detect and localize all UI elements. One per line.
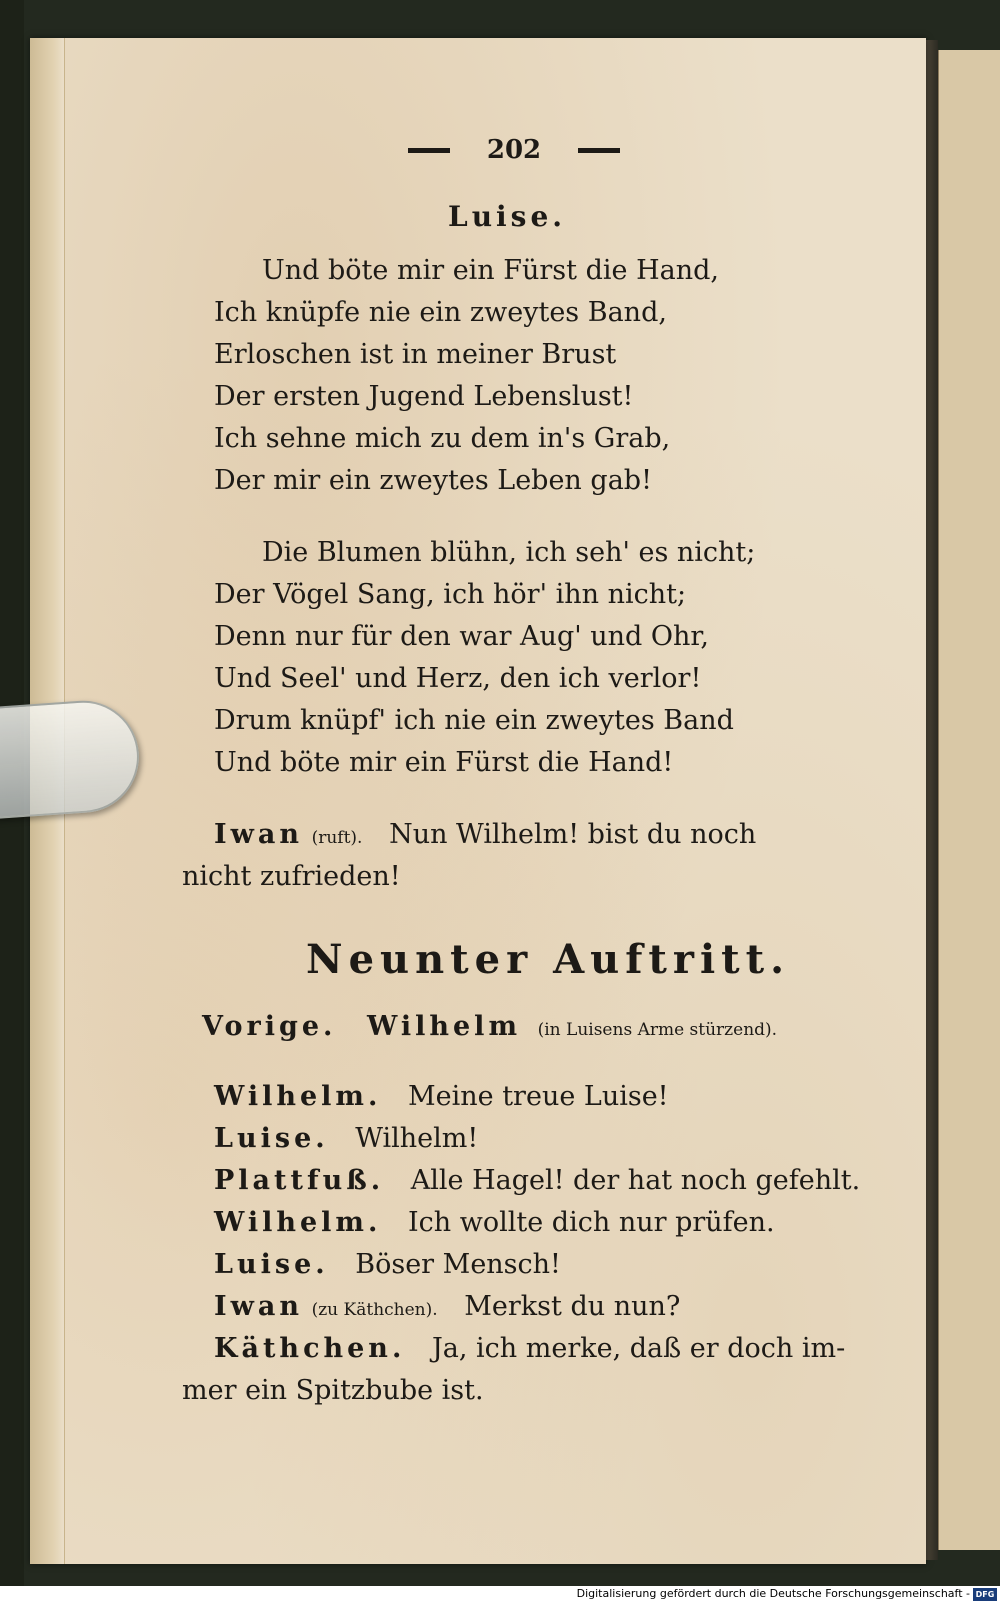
dialogue-line [214, 1328, 845, 1370]
speaker-name: Wilhelm [367, 1011, 522, 1042]
dialogue-line [214, 1160, 860, 1202]
stage-direction: (zu Käthchen). [311, 1300, 438, 1320]
dialogue-text: Alle Hagel! der hat noch gefehlt. [410, 1165, 861, 1196]
stanza2-line: Und Seel' und Herz, den ich verlor! [214, 663, 702, 694]
adjacent-page [936, 50, 1000, 1550]
speaker-name: Iwan [214, 1291, 303, 1322]
stanza1-line: Erloschen ist in meiner Brust [214, 339, 617, 370]
dash-left [408, 148, 450, 153]
stanza2-line: Drum knüpf' ich nie ein zweytes Band [214, 705, 734, 736]
scene-cast [202, 1006, 777, 1051]
stage-direction: (in Luisens Arme stürzend). [537, 1020, 778, 1040]
speaker-name: Wilhelm. [214, 1207, 382, 1238]
stanza2-line: Denn nur für den war Aug' und Ohr, [214, 621, 709, 652]
dialogue-line [214, 1076, 669, 1118]
iwan-line-continuation: nicht zufrieden! [182, 861, 401, 892]
speaker-name: Luise. [214, 1123, 329, 1154]
speaker-name: Plattfuß. [214, 1165, 385, 1196]
dialogue-text: Merkst du nun? [464, 1291, 681, 1322]
stanza2-line: Und böte mir ein Fürst die Hand! [214, 747, 674, 778]
stanza1-line: Ich sehne mich zu dem in's Grab, [214, 423, 671, 454]
stanza1-line: Ich knüpfe nie ein zweytes Band, [214, 297, 667, 328]
iwan-line [214, 814, 756, 859]
page-number-row [408, 132, 620, 168]
footer-credit: Digitalisierung gefördert durch die Deutsche Forschungsgemeinschaft - [576, 1587, 970, 1600]
stanza1-line: Und böte mir ein Fürst die Hand, [262, 255, 719, 286]
dialogue-text: Nun Wilhelm! bist du noch [389, 819, 757, 850]
stanza2-line: Die Blumen blühn, ich seh' es nicht; [262, 537, 756, 568]
stanza2-line: Der Vögel Sang, ich hör' ihn nicht; [214, 579, 687, 610]
dialogue-text: Ich wollte dich nur prüfen. [408, 1207, 775, 1238]
dialogue-text: Wilhelm! [355, 1123, 479, 1154]
speaker-name: Luise. [214, 1249, 329, 1280]
dialogue-text: Meine treue Luise! [408, 1081, 669, 1112]
cast-text: Vorige. [202, 1011, 337, 1042]
dialogue-line [214, 1118, 478, 1160]
speaker-name: Käthchen. [214, 1333, 406, 1364]
dialogue-text: Ja, ich merke, daß er doch im- [431, 1333, 846, 1364]
scene-heading: Neunter Auftritt. [306, 936, 791, 983]
dialogue-continuation: mer ein Spitzbube ist. [182, 1375, 484, 1406]
speaker-name: Wilhelm. [214, 1081, 382, 1112]
stanza1-line: Der mir ein zweytes Leben gab! [214, 465, 652, 496]
digitization-footer [0, 1586, 1000, 1604]
speaker-name: Iwan [214, 819, 303, 850]
speaker-heading: Luise. [448, 200, 567, 233]
book-page [30, 38, 926, 1564]
dialogue-line [214, 1202, 775, 1244]
stanza1-line: Der ersten Jugend Lebenslust! [214, 381, 634, 412]
dash-right [578, 148, 620, 153]
dfg-logo: DFG [973, 1588, 997, 1601]
dialogue-line [214, 1286, 680, 1331]
stage-direction: (ruft). [311, 828, 363, 848]
dialogue-line [214, 1244, 561, 1286]
dialogue-text: Böser Mensch! [355, 1249, 561, 1280]
page-number: 202 [486, 135, 542, 165]
